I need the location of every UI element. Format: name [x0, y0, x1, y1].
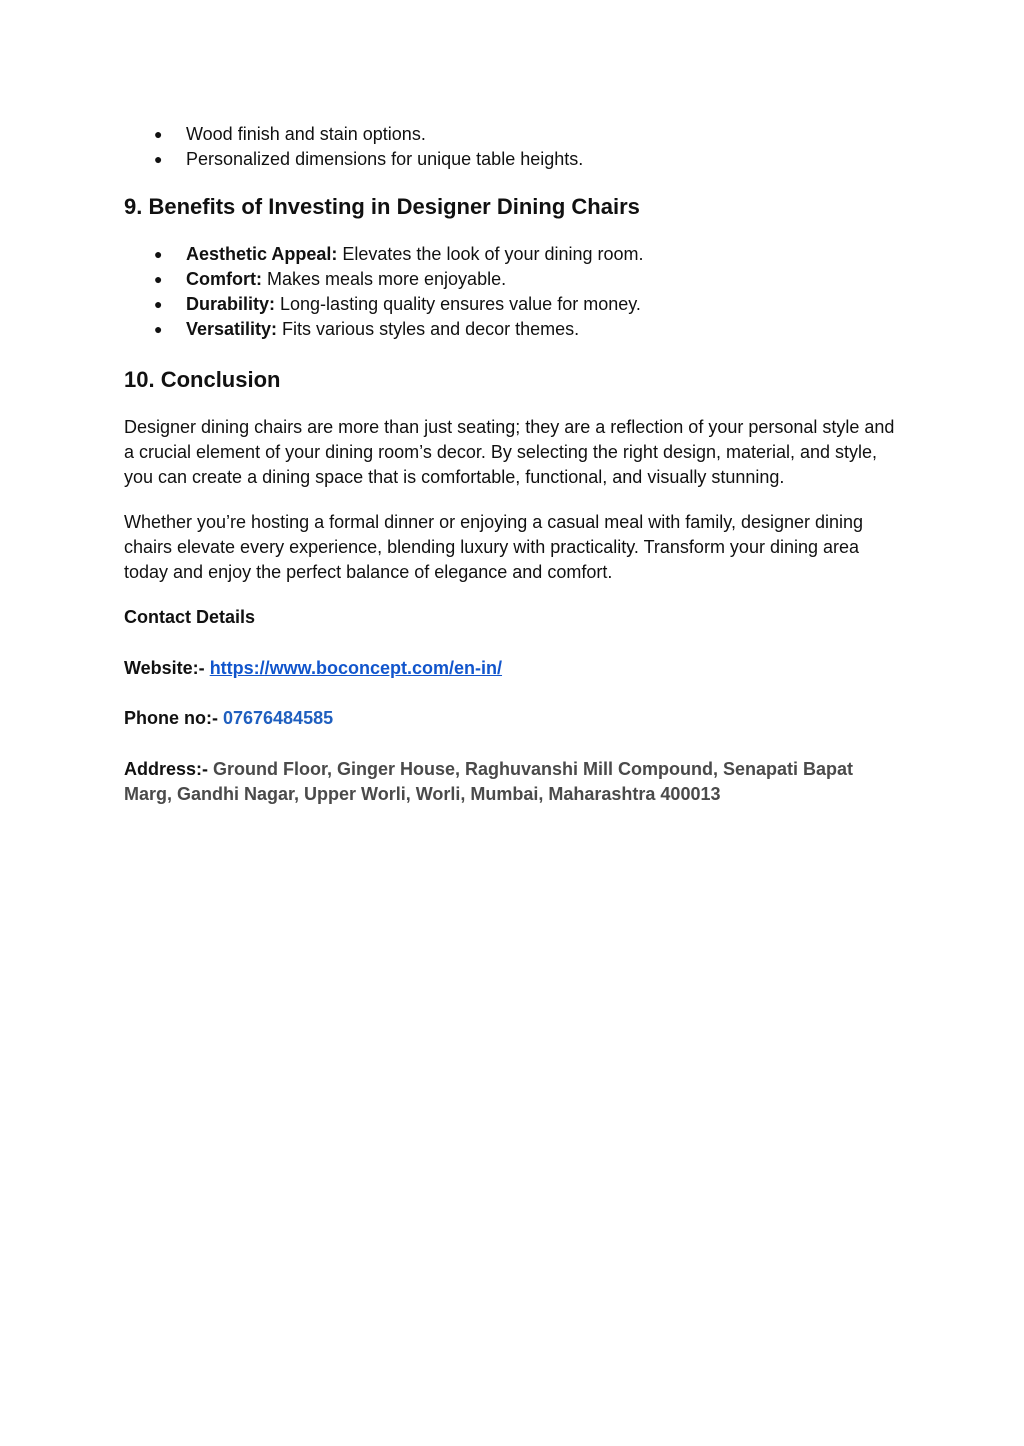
bullet-icon: ●	[154, 321, 163, 337]
benefit-label: Aesthetic Appeal:	[186, 244, 338, 264]
website-link[interactable]: https://www.boconcept.com/en-in/	[209, 658, 503, 678]
website-line	[124, 656, 904, 681]
website-label: Website:-	[124, 658, 210, 678]
benefit-text: Makes meals more enjoyable.	[261, 269, 507, 289]
address-value: Ground Floor, Ginger House, Raghuvanshi Mill Compound, Senapati Bapat Marg, Gandhi Nagar, Upper Worli, Worli, Mumbai, Maharashtra 400013	[124, 759, 854, 804]
conclusion-paragraph-2: Whether you’re hosting a formal dinner or enjoying a casual meal with family, designer dining chairs elevate every experience, blending luxury with practicality. Transform your dining area today and enjoy the perfect balance of elegance and comfort.	[124, 512, 864, 582]
phone-line	[124, 706, 904, 731]
bullet-icon: ●	[154, 296, 163, 312]
address-label: Address:-	[124, 759, 214, 779]
list-item	[124, 147, 904, 172]
contact-details-title: Contact Details	[124, 607, 256, 627]
phone-label: Phone no:-	[124, 708, 223, 728]
list-item	[124, 122, 904, 147]
benefit-text: Elevates the look of your dining room.	[337, 244, 644, 264]
list-item	[124, 242, 904, 267]
bullet-icon: ●	[154, 126, 163, 142]
conclusion-paragraph-1: Designer dining chairs are more than just seating; they are a reflection of your personal style and a crucial element of your dining room’s decor. By selecting the right design, material, and style, you can create a dining space that is comfortable, functional, and visually stunning.	[124, 417, 895, 487]
benefit-text: Fits various styles and decor themes.	[277, 319, 580, 339]
list-item	[124, 267, 904, 292]
benefit-text: Long-lasting quality ensures value for money.	[275, 294, 641, 314]
list-item-text: Wood finish and stain options.	[186, 124, 426, 144]
bullet-icon: ●	[154, 151, 163, 167]
document-page	[124, 122, 904, 807]
benefits-list	[124, 242, 904, 342]
benefit-label: Durability:	[186, 294, 276, 314]
phone-number: 07676484585	[222, 708, 334, 728]
list-item-text: Personalized dimensions for unique table heights.	[186, 149, 584, 169]
bullet-icon: ●	[154, 246, 163, 262]
benefit-label: Comfort:	[186, 269, 262, 289]
benefit-label: Versatility:	[186, 319, 278, 339]
finish-options-list	[124, 122, 904, 172]
bullet-icon: ●	[154, 271, 163, 287]
address-line	[124, 757, 904, 807]
list-item	[124, 317, 904, 342]
section-10-heading: 10. Conclusion	[124, 367, 281, 392]
list-item	[124, 292, 904, 317]
section-9-heading: 9. Benefits of Investing in Designer Dining Chairs	[124, 194, 640, 219]
